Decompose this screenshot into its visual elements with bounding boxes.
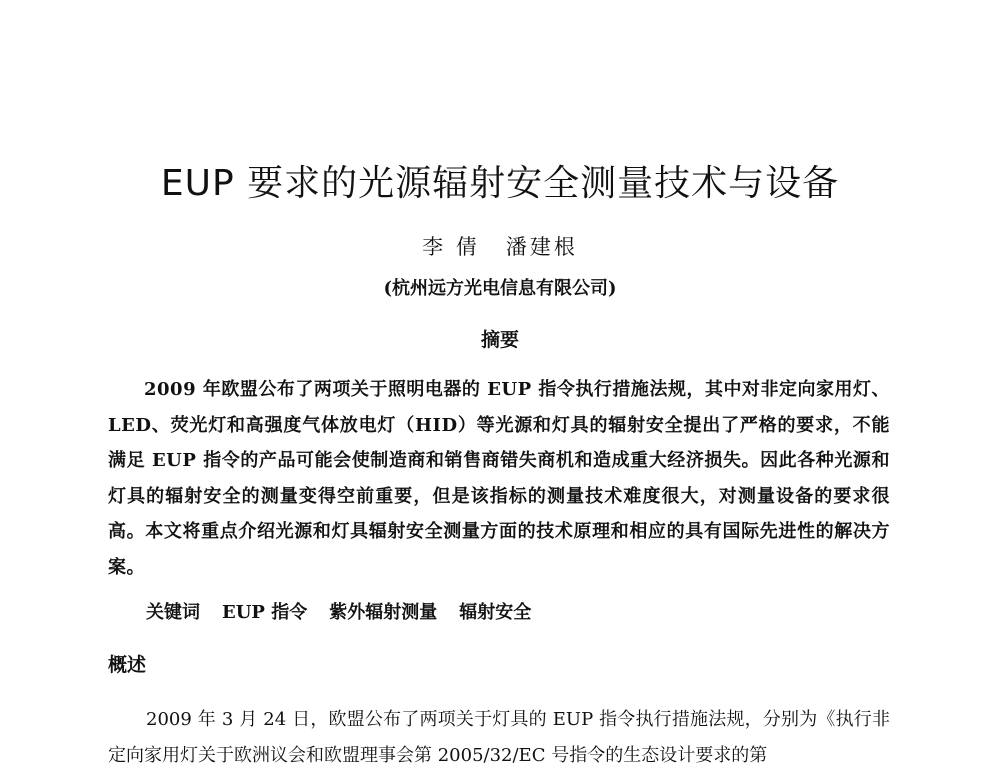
keyword: 辐射安全: [459, 602, 532, 623]
keyword: EUP 指令: [222, 602, 308, 623]
keywords-line: [146, 599, 531, 627]
author-name: 潘建根: [505, 235, 578, 259]
abstract-body: 2009 年欧盟公布了两项关于照明电器的 EUP 指令执行措施法规，其中对非定向家用灯、LED、荧光灯和高强度气体放电灯（HID）等光源和灯具的辐射安全提出了严格的要求，不能满足 EUP 指令的产品可能会使制造商和销售商错失商机和造成重大经济损失。因此各种光源和灯具的辐射安全的测量变得空前重要，但是该指标的测量技术难度很大，对测量设备的要求很高。本文将重点介绍光源和灯具辐射安全测量方面的技术原理和相应的具有国际先进性的解决方案。: [108, 379, 890, 578]
paper-title: EUP 要求的光源辐射安全测量技术与设备: [160, 163, 840, 204]
keyword: 紫外辐射测量: [329, 602, 438, 623]
abstract-heading: 摘要: [480, 329, 519, 351]
keywords-label: 关键词: [146, 602, 200, 623]
section-body: 2009 年 3 月 24 日，欧盟公布了两项关于灯具的 EUP 指令执行措施法规，分别为《执行非定向家用灯关于欧洲议会和欧盟理事会第 2005/32/EC 号指令的生态设计要求的第: [108, 709, 890, 766]
author-name: 李 倩: [422, 235, 480, 259]
section-heading: 概述: [108, 654, 147, 676]
author-affiliation: (杭州远方光电信息有限公司): [383, 278, 617, 299]
author-list: [0, 232, 1000, 262]
